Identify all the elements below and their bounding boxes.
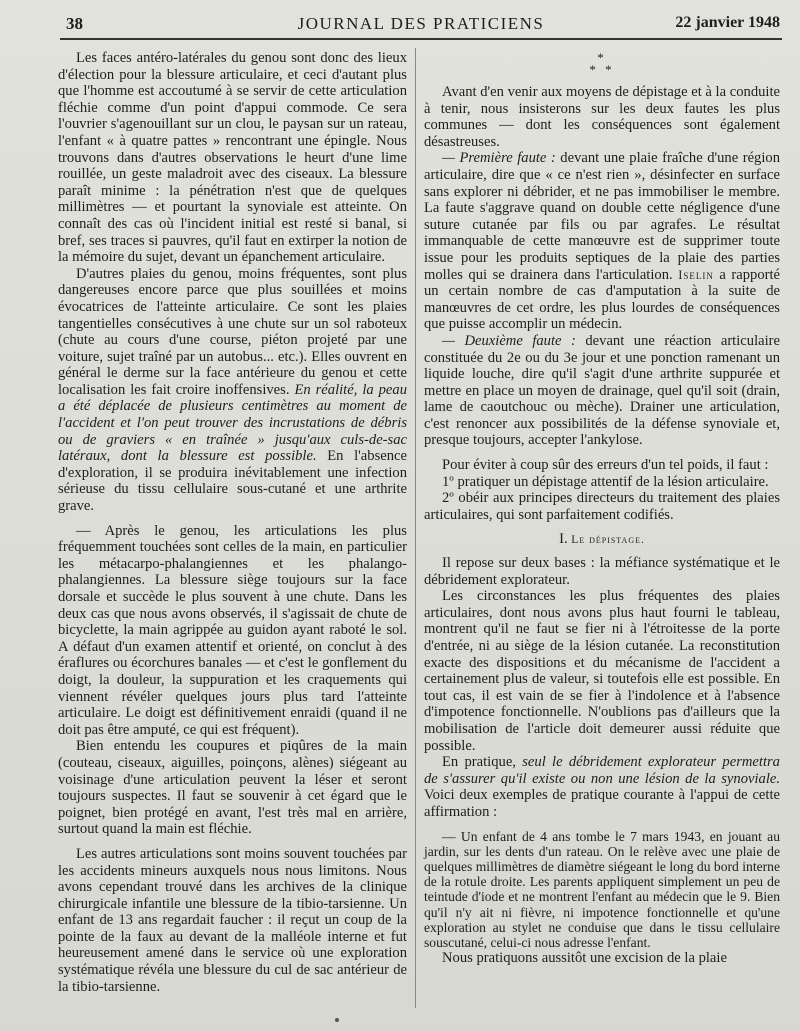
text-run: a rapporté un certain nombre de cas d'amputation à la suite de manœuvres de cet ordre, les plus lourdes de conséquences que puisse accomplir un médecin. bbox=[424, 266, 781, 333]
text-run: devant une réaction articulaire constituée du 2e ou du 3e jour et une ponction ramenant un liquide louche, dire qu'il s'agit d'une arthrite suppurée et mettre en place un moyen de drainage, quel qu'il soit (drain, lame de caoutchouc ou mèche). Drainer une articulation, c'est renoncer aux possibilités de la défense synoviale et, presque toujours, accepter l'ankylose. bbox=[424, 332, 780, 449]
paragraph: Avant d'en venir aux moyens de dépistage et à la conduite à tenir, nous insisterons sur les deux fautes les plus communes — dont les conséquences sont également désastreuses. bbox=[424, 84, 780, 150]
section-title: Le dépistage. bbox=[571, 534, 645, 547]
italic-run: seul le débridement explorateur permettra de s'assurer qu'il existe ou non une lésion de la synoviale. bbox=[424, 754, 780, 787]
paragraph bbox=[58, 266, 407, 515]
paragraph: Il repose sur deux bases : la méfiance systématique et le débridement explorateur. bbox=[424, 555, 780, 588]
paragraph: Nous pratiquons aussitôt une excision de la plaie bbox=[442, 950, 727, 967]
text-run: En pratique, bbox=[442, 754, 516, 771]
italic-run: — Première faute : bbox=[442, 150, 556, 167]
italic-run: En réalité, la peau a été déplacée de plusieurs centimètres au moment de l'accident et l'on peut trouver des incrustations de débris ou de graviers « en traînée » jusqu'aux culs-de-sac latéraux, dont la blessure est possible. bbox=[58, 381, 407, 465]
paragraph: Les faces antéro-latérales du genou sont donc des lieux d'élection pour la blessure articulaire, et ceci d'autant plus que l'homme est accoutumé à se servir de cette articulation fléchie comme d'un point d'appui commode. Ce sera l'ouvrier s'agenouillant sur un clou, le paysan sur un rateau, l'enfant « à quatre pattes » rencontrant une épingle. Nous trouvons dans d'autres observations le heurt d'une lime rouillée, un geste maladroit avec des ciseaux. La blessure paraît minime : la pénétration n'est que de quelques millimètres — et pourtant la synoviale est atteinte. On connaît des cas où l'incident initial est resté si banal, si bref, ses traces si pauvres, qu'il faut en extirper la notion de la mémoire du sujet, devant un épanchement articulaire. bbox=[58, 50, 407, 266]
paragraph: 1º pratiquer un dépistage attentif de la lésion articulaire. bbox=[442, 473, 769, 490]
text-run: devant une plaie fraîche d'une région articulaire, dire que « ce n'est rien », désinfecter en surface sans explorer ni débrider, et ne pas immobiliser le membre. La faute s'aggrave quand on double cette négligence d'une suture cutanée par fils ou par agrafes. Le résultat immanquable de cette manœuvre est de supprimer toute issue pour les produits septiques de la plaie des parties molles qui se drainera dans l'articulation. bbox=[424, 150, 780, 283]
page-number: 38 bbox=[66, 14, 83, 33]
page-header bbox=[60, 14, 782, 40]
section-heading bbox=[424, 531, 780, 549]
column-divider bbox=[415, 48, 416, 1008]
paragraph bbox=[424, 754, 780, 820]
italic-run: — Deuxième faute : bbox=[442, 332, 576, 349]
paragraph bbox=[424, 333, 780, 449]
text-run: D'autres plaies du genou, moins fréquentes, sont plus dangereuses encore parce que plus souillées et moins évocatrices de l'atteinte articulaire. Ce sont les plaies tangentielles consécutives à une chute sur un sol raboteux (chute au cours d'une course, piéton projeté par une voiture, sujet traîné par un autobus... etc.). Elles ouvrent en général le derme sur la face antérieure du genou et cette localisation les fait croire inoffensives. bbox=[58, 265, 407, 398]
stars-glyph: * bbox=[597, 50, 607, 65]
paragraph bbox=[424, 150, 780, 333]
text-run: Voici deux exemples de pratique courante à l'appui de cette affirmation : bbox=[424, 787, 780, 820]
paragraph: — Un enfant de 4 ans tombe le 7 mars 1943, en jouant au jardin, sur les dents d'un rateau. On le relève avec une plaie de quelques millimètres de diamètre siégeant le long du bord interne de la rotule droite. Les parents appliquent simplement un peu de teintude d'iode et ne montrent l'enfant au médecin que le 9. Bien qu'il n'y ait ni fièvre, ni impotence fonctionnelle et qu'une exploration au stylet ne conduise que dans le tissu cellulaire souscutané, celui-ci nous adresse l'enfant. bbox=[424, 828, 780, 950]
paragraph: Bien entendu les coupures et piqûres de la main (couteau, ciseaux, aiguilles, poinçons, alènes) siégeant au voisinage d'une articulation peuvent la léser et seront toujours suspectes. Il faut se souvenir à cet égard que le poignet, bien protégé en avant, l'est très mal en arrière, surtout quand la main est fléchie. bbox=[58, 738, 407, 838]
issue-date: 22 janvier 1948 bbox=[675, 14, 780, 31]
stars-glyph: * * bbox=[589, 62, 615, 77]
journal-title: JOURNAL DES PRATICIENS bbox=[297, 14, 545, 33]
right-column bbox=[424, 50, 780, 967]
paragraph: Les autres articulations sont moins souvent touchées par les accidents mineurs auxquels nous nous limitons. Nous avons cependant trouvé dans les archives de la clinique chirurgicale infantile une blessure de la tibio-tarsienne. Un enfant de 13 ans regardait faucher : il reçut un coup de la pointe de la faux au devant de la malléole interne et fut heureusement amené dans le service où une exploration systématique révéla une blessure du cul de sac antérieur de la tibio-tarsienne. bbox=[58, 845, 407, 995]
section-stars bbox=[424, 52, 780, 76]
author-name: Iselin bbox=[678, 267, 714, 282]
text-run: En l'absence d'exploration, il se produira inévitablement une infection sérieuse du tissu cellulaire sous-cutané et une arthrite grave. bbox=[58, 448, 407, 515]
paragraph: Pour éviter à coup sûr des erreurs d'un tel poids, il faut : bbox=[442, 457, 769, 474]
left-column bbox=[58, 50, 407, 995]
page-mark bbox=[335, 1018, 339, 1022]
section-number: I. bbox=[559, 531, 568, 548]
paragraph: 2º obéir aux principes directeurs du traitement des plaies articulaires, qui sont parfaitement codifiés. bbox=[424, 490, 780, 523]
paragraph: — Après le genou, les articulations les plus fréquemment touchées sont celles de la main, en particulier les métacarpo-phalangiennes et les phalango-phalangiennes. La blessure siège toujours sur la face dorsale et succède le plus souvent à une chute. Dans les deux cas que nous avons observés, il s'agissait de chute de bicyclette, la main agrippée au guidon ayant raboté le sol. A défaut d'un examen attentif et orienté, on conclut à des éraflures ou écorchures banales — et c'est le gonflement du doigt, la douleur, la suppuration et les craquements qui viennent révéler quelques jours plus tard l'atteinte articulaire. Le doigt est définitivement enraidi (quand il ne doit pas être amputé, ce qui est fréquent). bbox=[58, 522, 407, 738]
paragraph: Les circonstances les plus fréquentes des plaies articulaires, dont nous avons plus haut fourni le tableau, montrent qu'il ne faut se fier ni à l'étroitesse de la porte d'entrée, ni au siège de la lésion cutanée. La reconstitution exacte des dispositions et du mécanisme de l'accident a certainement plus de valeur, si toutefois elle est possible. En tout cas, il est vain de se fier à l'indolence et à l'absence d'impotence fonctionnelle. N'oublions pas d'ailleurs que la mobilisation de l'article doit demeurer aussi réduite que possible. bbox=[424, 588, 780, 754]
